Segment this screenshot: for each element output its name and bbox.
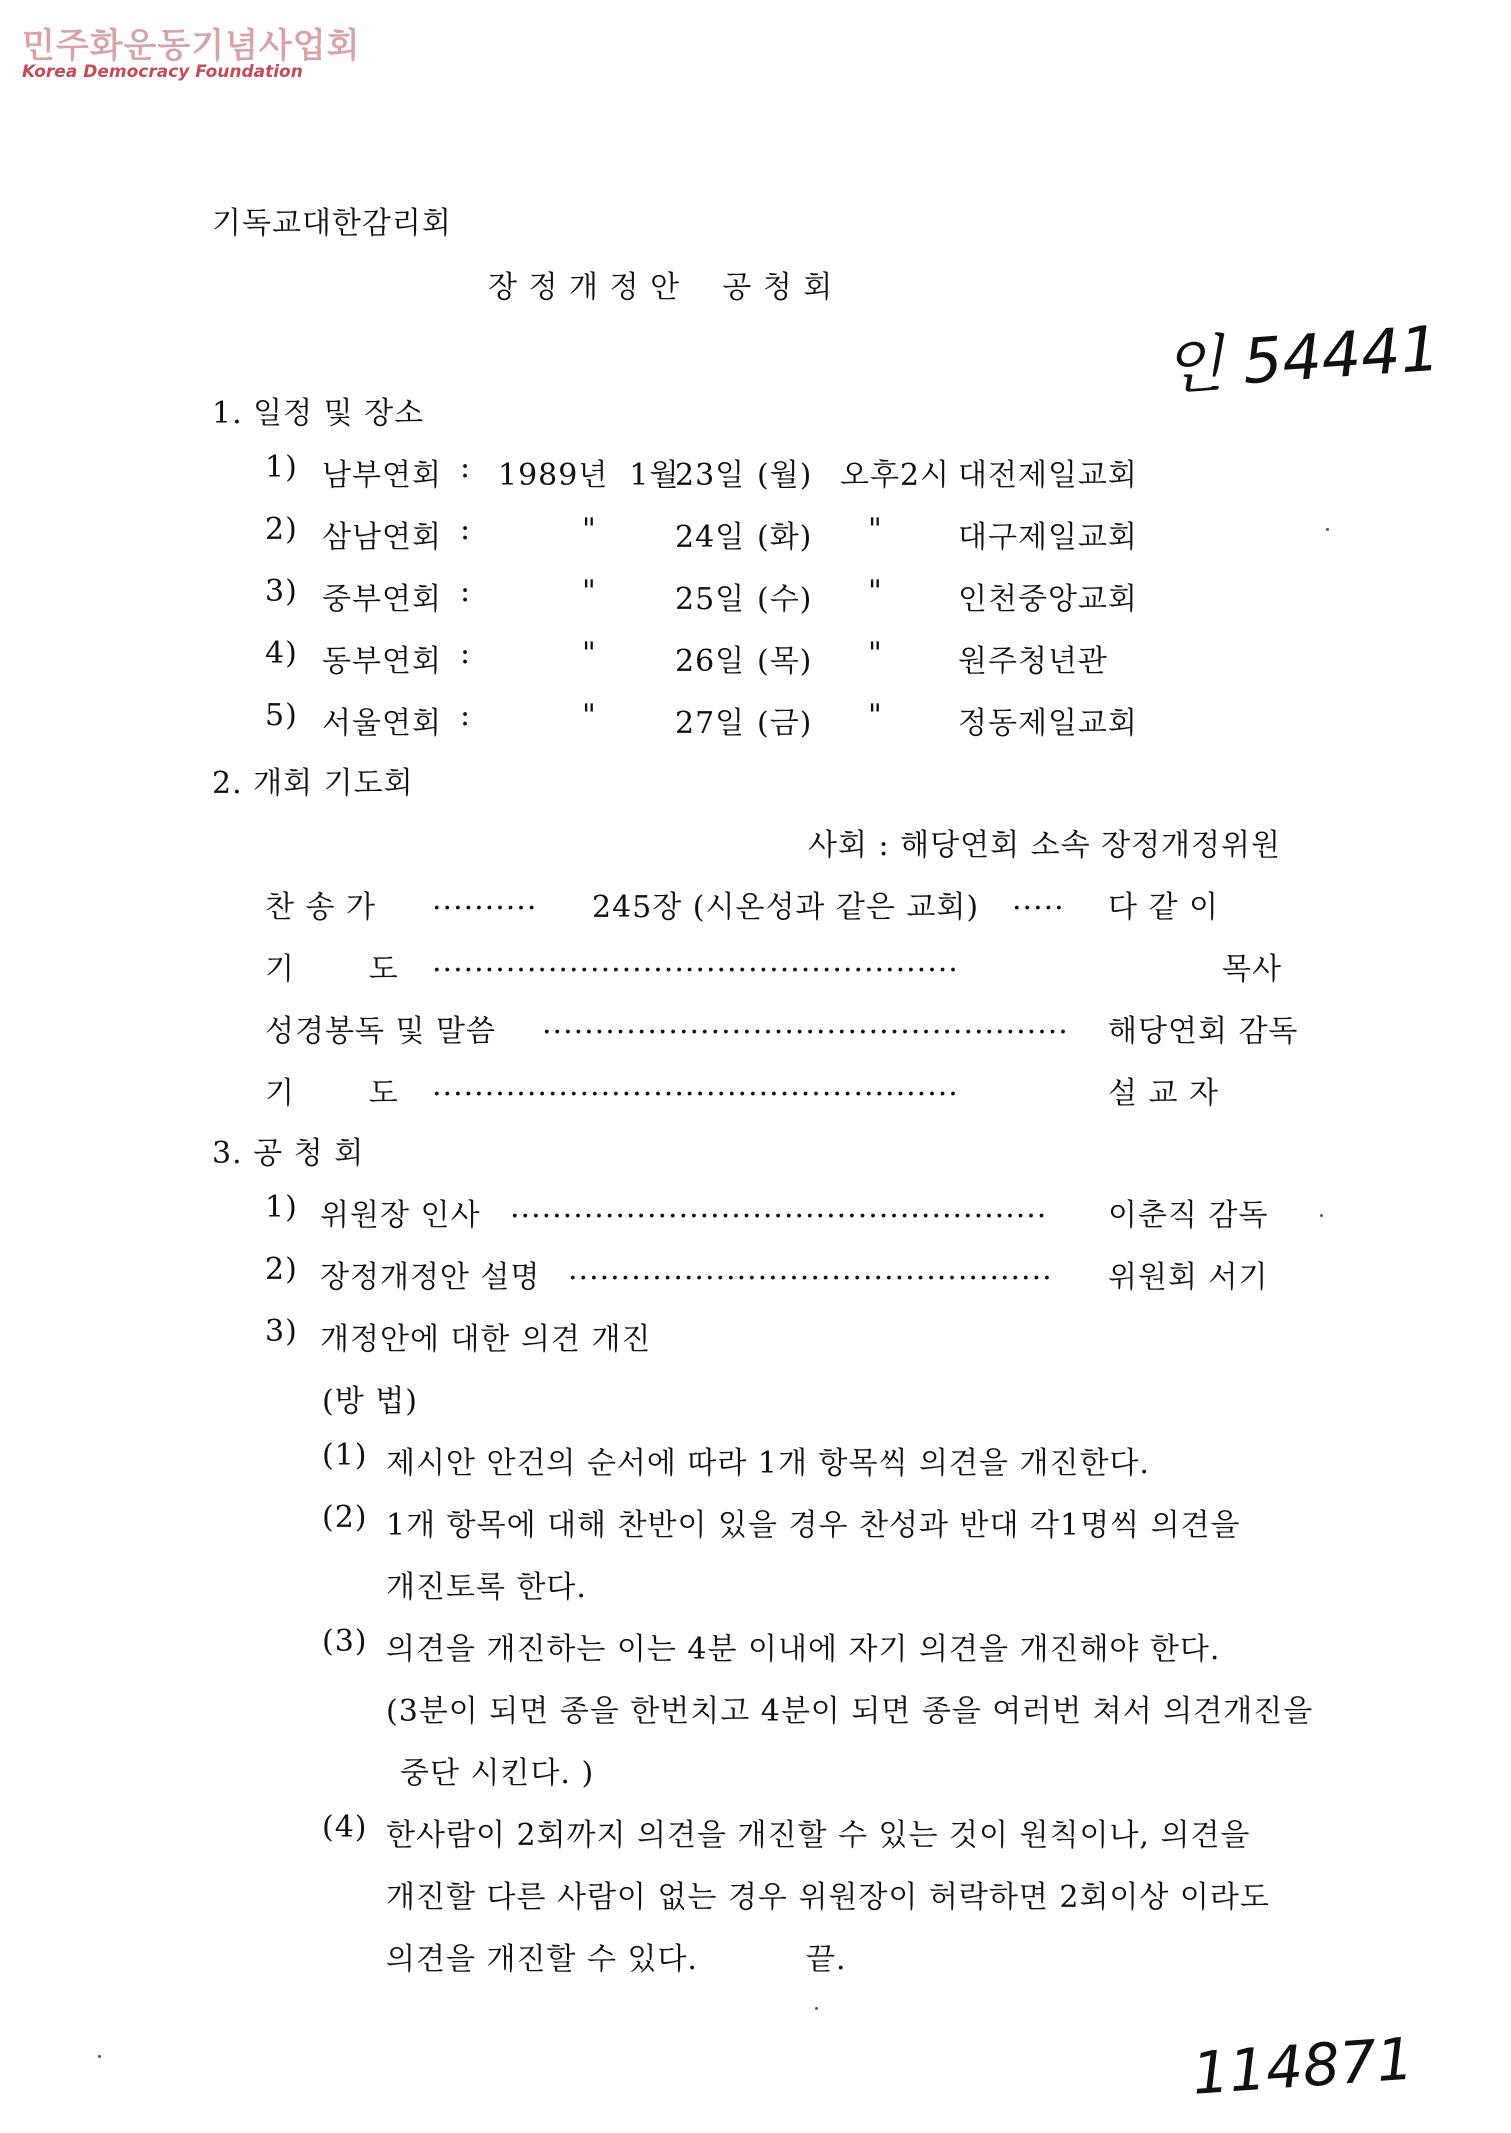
method-text: 의견을 개진하는 이는 4분 이내에 자기 의견을 개진해야 한다.: [386, 1632, 1221, 1667]
schedule-row-colon: :: [460, 450, 472, 485]
schedule-row-weekday: (목): [757, 644, 813, 679]
schedule-row-conference: 남부연회: [322, 458, 442, 493]
end-mark: 끝.: [806, 1942, 847, 1977]
method-text: 제시안 안건의 순서에 따라 1개 항목씩 의견을 개진한다.: [386, 1446, 1150, 1481]
schedule-row-year: ": [582, 574, 597, 609]
schedule-row-time: 오후2시: [840, 458, 951, 493]
hearing-item-number: 2): [265, 1252, 298, 1287]
schedule-row-conference: 동부연회: [322, 644, 442, 679]
section-1-heading: 1. 일정 및 장소: [212, 396, 425, 431]
schedule-row-time: ": [868, 636, 883, 671]
method-text: 한사람이 2회까지 의견을 개진할 수 있는 것이 원칙이나, 의견을: [386, 1818, 1251, 1853]
leader-dots: .....: [1012, 882, 1065, 917]
schedule-row-place: 대전제일교회: [958, 458, 1138, 493]
schedule-row-weekday: (수): [757, 582, 813, 617]
method-text: 개진할 다른 사람이 없는 경우 위원장이 허락하면 2회이상 이라도: [386, 1880, 1270, 1915]
handwritten-note-bottom: 114871: [1190, 2024, 1416, 2108]
method-text: 1개 항목에 대해 찬반이 있을 경우 찬성과 반대 각1명씩 의견을: [386, 1508, 1241, 1543]
section-3-heading: 3. 공 청 회: [212, 1136, 365, 1171]
program-item-label: 기 도: [265, 1076, 399, 1111]
schedule-row-colon: :: [460, 512, 472, 547]
handwritten-note-top: 인 54441: [1160, 311, 1443, 404]
schedule-row-day: 23일: [675, 458, 746, 493]
schedule-row-place: 대구제일교회: [958, 520, 1138, 555]
leader-dots: ..............................................: [568, 1252, 1053, 1287]
schedule-row-year: ": [582, 698, 597, 733]
schedule-row-day: 27일: [675, 706, 746, 741]
program-item-label: 성경봉독 및 말씀: [265, 1014, 496, 1049]
schedule-row-conference: 중부연회: [322, 582, 442, 617]
hearing-item-leader: 위원회 서기: [1108, 1260, 1269, 1295]
program-item-leader: 다 같 이: [1108, 890, 1220, 925]
hearing-item-number: 1): [265, 1190, 298, 1225]
schedule-row-day: 26일: [675, 644, 746, 679]
scan-speck: [98, 2055, 101, 2058]
hearing-item-label: 장정개정안 설명: [320, 1260, 541, 1295]
schedule-row-time: ": [868, 574, 883, 609]
document-title: 장 정 개 정 안 공 청 회: [488, 270, 834, 305]
schedule-row-weekday: (화): [757, 520, 813, 555]
schedule-row-time: ": [868, 698, 883, 733]
schedule-row-year: ": [582, 512, 597, 547]
schedule-row-place: 원주청년관: [958, 644, 1108, 679]
section-2-heading: 2. 개회 기도회: [212, 766, 414, 801]
method-number: (3): [322, 1624, 368, 1659]
method-number: (1): [322, 1438, 368, 1473]
method-number: (4): [322, 1810, 368, 1845]
schedule-row-conference: 서울연회: [322, 706, 442, 741]
program-item-detail: 245장 (시온성과 같은 교회): [592, 890, 980, 925]
hearing-item-leader: 이춘직 감독: [1108, 1198, 1269, 1233]
organization-name: 기독교대한감리회: [212, 206, 452, 241]
program-item-label: 기 도: [265, 952, 399, 987]
schedule-row-conference: 삼남연회: [322, 520, 442, 555]
method-label: (방 법): [322, 1384, 418, 1419]
program-item-leader: 설 교 자: [1108, 1076, 1220, 1111]
moderator-line: 사회 : 해당연회 소속 장정개정위원: [808, 828, 1281, 863]
leader-dots: ..................................................: [542, 1006, 1069, 1041]
leader-dots: ..................................................: [432, 944, 959, 979]
scan-speck: [1326, 528, 1329, 531]
watermark-english: Korea Democracy Foundation: [22, 62, 303, 82]
hearing-item-number: 3): [265, 1314, 298, 1349]
leader-dots: ...................................................: [510, 1190, 1048, 1225]
schedule-row-weekday: (금): [757, 706, 813, 741]
schedule-row-colon: :: [460, 698, 472, 733]
method-text: 중단 시킨다. ): [400, 1756, 595, 1791]
schedule-row-number: 3): [265, 574, 298, 609]
schedule-row-year: 1989년 1월: [498, 458, 680, 493]
schedule-row-day: 25일: [675, 582, 746, 617]
schedule-row-time: ": [868, 512, 883, 547]
schedule-row-place: 정동제일교회: [958, 706, 1138, 741]
hearing-item-label: 위원장 인사: [320, 1198, 481, 1233]
program-item-label: 찬 송 가: [265, 890, 377, 925]
program-item-leader: 해당연회 감독: [1108, 1014, 1299, 1049]
schedule-row-year: ": [582, 636, 597, 671]
schedule-row-colon: :: [460, 636, 472, 671]
program-item-leader: 목사: [1222, 952, 1282, 987]
schedule-row-number: 4): [265, 636, 298, 671]
leader-dots: ..........: [432, 882, 538, 917]
method-text: 의견을 개진할 수 있다.: [386, 1942, 698, 1977]
scan-speck: [1320, 1214, 1323, 1217]
schedule-row-colon: :: [460, 574, 472, 609]
schedule-row-number: 2): [265, 512, 298, 547]
schedule-row-weekday: (월): [757, 458, 813, 493]
watermark-korean: 민주화운동기념사업회: [22, 26, 361, 66]
hearing-item-label: 개정안에 대한 의견 개진: [320, 1322, 652, 1357]
schedule-row-number: 5): [265, 698, 298, 733]
leader-dots: ..................................................: [432, 1068, 959, 1103]
method-text: 개진토록 한다.: [386, 1570, 587, 1605]
method-text: (3분이 되면 종을 한번치고 4분이 되면 종을 여러번 쳐서 의견개진을: [386, 1694, 1314, 1729]
schedule-row-day: 24일: [675, 520, 746, 555]
method-number: (2): [322, 1500, 368, 1535]
schedule-row-place: 인천중앙교회: [958, 582, 1138, 617]
scan-speck: [815, 2007, 818, 2010]
schedule-row-number: 1): [265, 450, 298, 485]
